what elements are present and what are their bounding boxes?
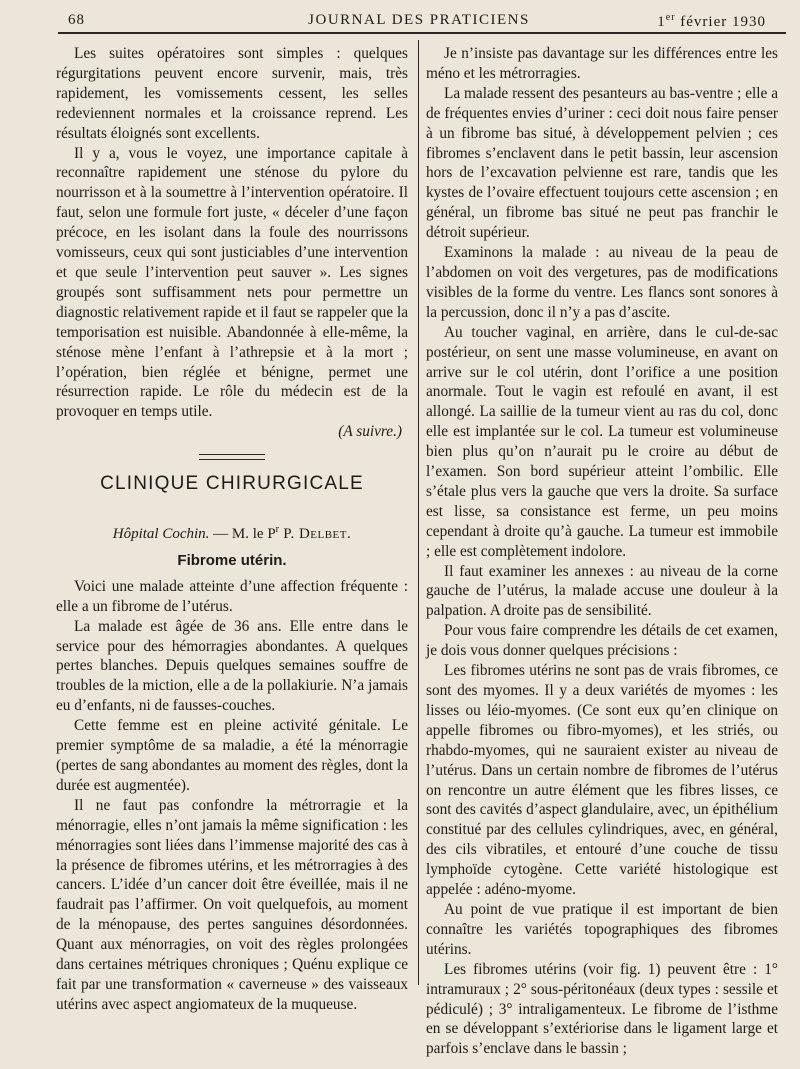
paragraph: Les suites opératoires sont simples : quelques régurgitations peuvent encore survenir, mais, très rapidement, les vomissements cessent, les selles redeviennent normales et la croissance reprend. Les résultats éloignés sont excellents.	[56, 45, 408, 142]
paragraph: La malade ressent des pesanteurs au bas-ventre ; elle a de fréquentes envies d’uriner : ceci doit nous faire penser à un fibrome bas situé, à développement pelvien ; ces fibromes s’enclavent dans le petit bassin, leur ascension hors de l’excavation pelvienne est rare, tandis que les kystes de l’ovaire effectuent toujours cette ascension ; en général, un fibrome bas situé ne peut pas franchir le détroit supérieur.	[426, 84, 778, 242]
byline	[56, 520, 408, 545]
issue-date-rest: février 1930	[675, 14, 766, 30]
paragraph: Les fibromes utérins (voir fig. 1) peuvent être : 1° intramuraux ; 2° sous-péritonéaux (deux types : sessile et pédiculé) ; 3° intraligamenteux. Le fibrome de l’isthme en se développant s’extériorise dans le ligament large et parfois s’enclave dans le bassin ;	[426, 960, 778, 1058]
byline-author: P. Delbet.	[279, 526, 352, 543]
journal-title: JOURNAL DES PRATICIENS	[308, 12, 530, 28]
byline-hospital: Hôpital Cochin.	[112, 526, 210, 543]
issue-date	[657, 12, 766, 31]
paragraph: Voici une malade atteinte d’une affection fréquente : elle a un fibrome de l’utérus.	[56, 577, 408, 615]
page-header	[58, 6, 780, 32]
paragraph: Examinons la malade : au niveau de la peau de l’abdomen on voit des vergetures, pas de modifications visibles de la forme du ventre. Les flancs sont sonores à la percussion, donc il n’y a pas d’ascite.	[426, 244, 778, 321]
byline-title-sup: r	[275, 524, 280, 536]
paragraph: La malade est âgée de 36 ans. Elle entre dans le service pour des hémorragies abondantes. A quelques pertes blanches. Depuis quelques semaines souffre de troubles de la miction, elle a de la pollakiurie. N’a jamais eu d’enfants, ni de fausses-couches.	[56, 617, 408, 715]
paragraph: Il y a, vous le voyez, une importance capitale à reconnaître rapidement une sténose du pylore du nourrisson et à la soumettre à l’intervention opératoire. Il faut, selon une formule fort juste, « déceler d’une façon précoce, en les isolant dans la foule des nourrissons vomisseurs, ceux qui sont justiciables d’une intervention et que seule l’intervention peut sauver ». Les signes groupés sont suffisamment nets pour permettre un diagnostic relativement rapide et il faut se rappeler que la temporisation est nuisible. Abandonnée à elle-même, la sténose mène l’enfant à l’athrepsie et à la mort ; l’opération, bien réglée et bénigne, permet une résurrection rapide. Le rôle du médecin est de la provoquer en temps utile.	[56, 144, 408, 421]
byline-title: P	[267, 526, 276, 543]
byline-dash: — M. le	[209, 526, 268, 543]
issue-date-sup: er	[665, 12, 676, 23]
section-separator	[199, 454, 265, 460]
paragraph: Les fibromes utérins ne sont pas de vrais fibromes, ce sont des myomes. Il y a deux variétés de myomes : les lisses ou léio-myomes. (Ce sont eux qu’en clinique on appelle fibromes ou fibro-myomes), et les striés, ou rhabdo-myomes, qui ne sauraient exister au niveau de l’utérus. Dans un certain nombre de fibromes de l’utérus on rencontre un autre élément que les fibres lisses, ce sont des cavités d’aspect glandulaire, avec, un épithélium constitué par des cellules cylindriques, avec, en général, des cils vibratiles, et entouré d’une couche de tissu lymphoïde cytogène. Cette variété histologique est appelée : adéno-myome.	[426, 662, 778, 899]
right-column	[426, 44, 778, 1059]
section-title: CLINIQUE CHIRURGICALE	[100, 473, 364, 495]
issue-date-day: 1	[657, 14, 666, 30]
paragraph: Au toucher vaginal, en arrière, dans le cul-de-sac postérieur, on sent une masse volumineuse, en avant on arrive sur le col utérin, dont l’orifice a une position anormale. Tout le vagin est refoulé en avant, il est allongé. La saillie de la tumeur vient au ras du col, donc elle est implantée sur le col. La tumeur est volumineuse bien plus qu’on n’aurait pu le croire au début de l’examen. Son bord supérieur atteint l’ombilic. Elle s’étale plus vers la gauche que vers la droite. Sa surface est lisse, sa consistance est ferme, un peu moins cependant à droite qu’à gauche. La tumeur est immobile ; elle est complètement indolore.	[426, 323, 778, 560]
paragraph: Je n’insiste pas davantage sur les différences entre les méno et les métrorragies.	[426, 45, 778, 82]
paragraph: Il faut examiner les annexes : au niveau de la corne gauche de l’utérus, la malade accuse une douleur à la palpation. A droite pas de sensibilité.	[426, 562, 778, 620]
left-column	[56, 44, 408, 1015]
paragraph: Pour vous faire comprendre les détails de cet examen, je dois vous donner quelques précisions :	[426, 622, 778, 660]
paragraph: Il ne faut pas confondre la métrorragie et la ménorragie, elles n’ont jamais la même signification : les ménorragies sont liées dans l’immense majorité des cas à la présence de fibromes utérins, et les métrorragies à des cancers. L’idée d’un cancer doit être éveillée, mais il ne faudrait pas l’affirmer. On voit quelquefois, au moment de la ménopause, des pertes sanguines désordonnées. Quant aux ménorragies, on voit des règles prolongées dans certaines métriques chroniques ; Quénu explique ce fait par une transformation « caverneuse » des vaisseaux utérins avec aspect angiomateux de la muqueuse.	[56, 796, 408, 1013]
article-subtitle: Fibrome utérin.	[177, 551, 287, 569]
paragraph: Cette femme est en pleine activité génitale. Le premier symptôme de sa maladie, a été la ménorragie (pertes de sang abondantes au moment des règles, dont la durée est augmentée).	[56, 717, 408, 794]
header-rule	[58, 32, 786, 34]
column-divider	[418, 40, 419, 985]
a-suivre-note: (A suivre.)	[338, 423, 402, 441]
paragraph: Au point de vue pratique il est important de bien connaître les variétés topographiques des fibromes utérins.	[426, 900, 778, 958]
page-number: 68	[68, 12, 85, 28]
